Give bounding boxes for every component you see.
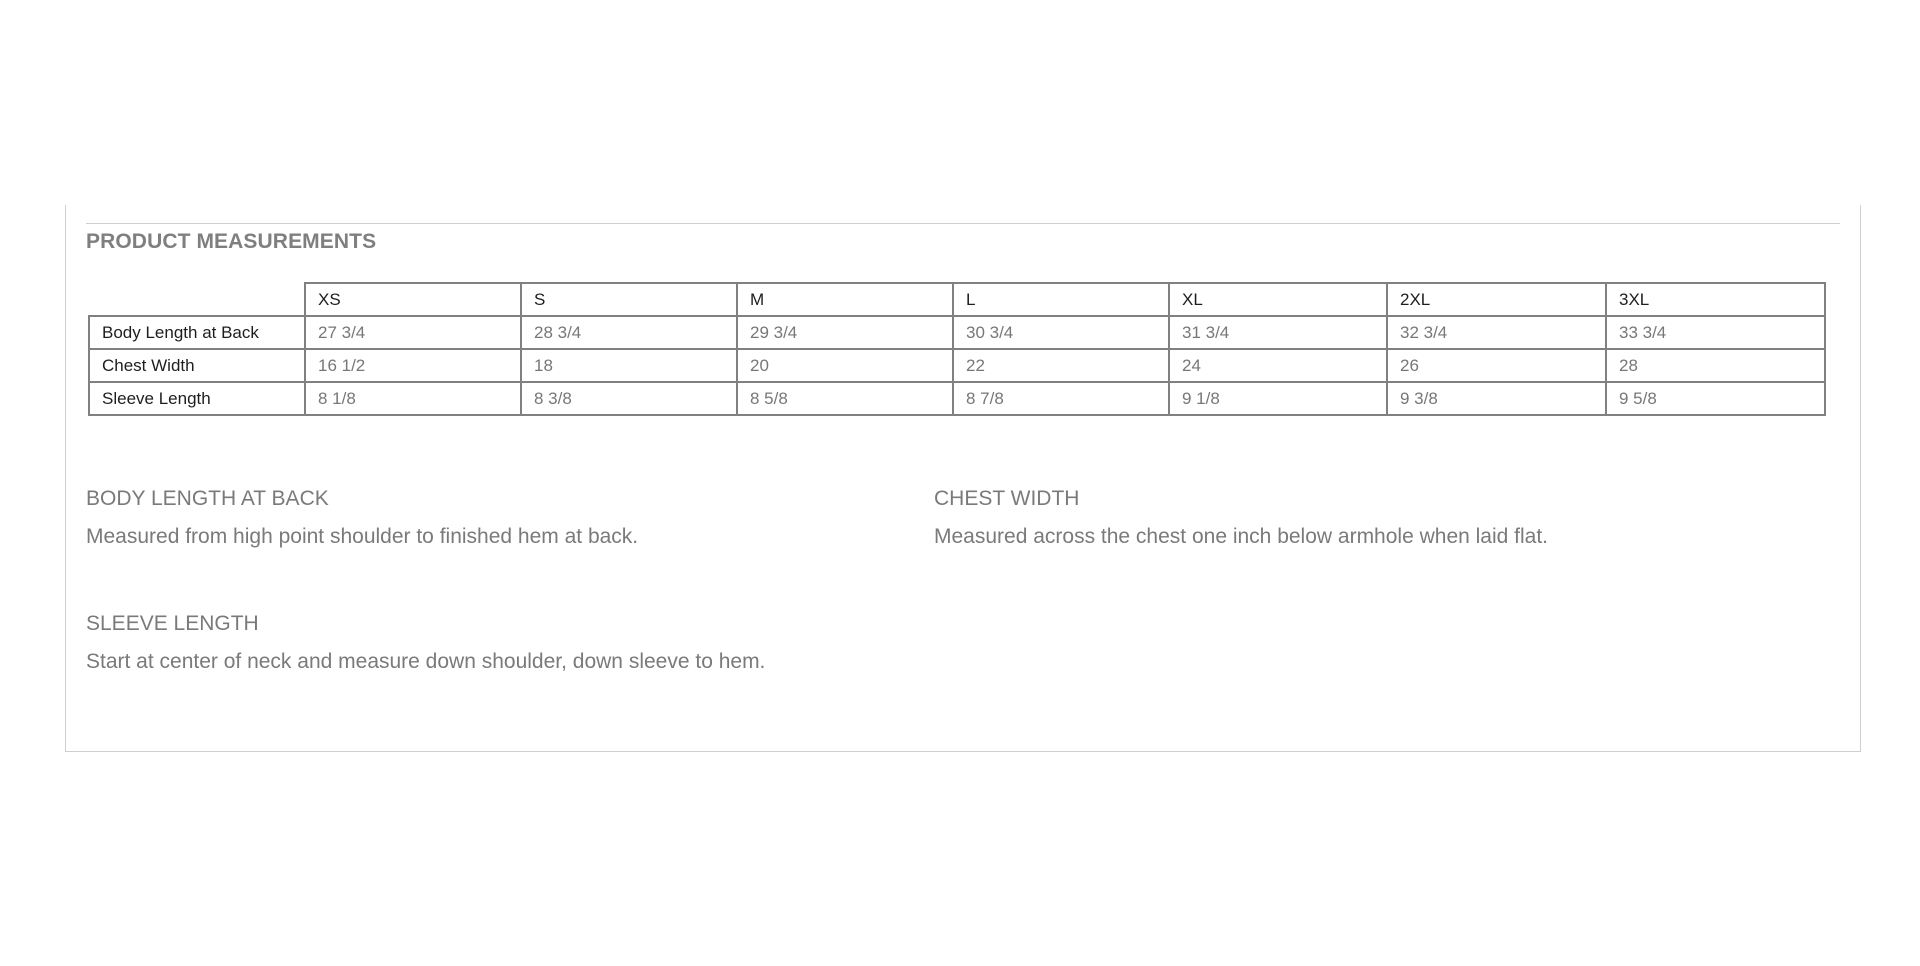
- table-cell: 27 3/4: [305, 316, 521, 349]
- size-header-3xl: 3XL: [1606, 283, 1825, 316]
- table-cell: 9 3/8: [1387, 382, 1606, 415]
- section-divider: [86, 223, 1840, 224]
- size-header-xl: XL: [1169, 283, 1387, 316]
- description-chest-width: [934, 487, 1548, 549]
- table-cell: 31 3/4: [1169, 316, 1387, 349]
- row-label: Chest Width: [89, 349, 305, 382]
- size-header-l: L: [953, 283, 1169, 316]
- size-header-row: [89, 283, 1825, 316]
- description-text: Measured from high point shoulder to finished hem at back.: [86, 525, 639, 548]
- table-cell: 8 3/8: [521, 382, 737, 415]
- table-cell: 20: [737, 349, 953, 382]
- description-title: SLEEVE LENGTH: [86, 612, 259, 635]
- description-text: Measured across the chest one inch below armhole when laid flat.: [934, 525, 1549, 548]
- size-header-m: M: [737, 283, 953, 316]
- table-cell: 8 5/8: [737, 382, 953, 415]
- product-measurements-panel: [65, 205, 1861, 752]
- table-cell: 24: [1169, 349, 1387, 382]
- row-label: Sleeve Length: [89, 382, 305, 415]
- table-row-chest-width: [89, 349, 1825, 382]
- section-title: PRODUCT MEASUREMENTS: [86, 230, 377, 253]
- description-body-length: [86, 487, 638, 549]
- description-title: BODY LENGTH AT BACK: [86, 487, 329, 510]
- table-cell: 29 3/4: [737, 316, 953, 349]
- table-cell: 30 3/4: [953, 316, 1169, 349]
- description-sleeve-length: [86, 612, 765, 674]
- table-cell: 22: [953, 349, 1169, 382]
- table-cell: 9 5/8: [1606, 382, 1825, 415]
- table-row-sleeve-length: [89, 382, 1825, 415]
- table-cell: 26: [1387, 349, 1606, 382]
- table-cell: 9 1/8: [1169, 382, 1387, 415]
- table-row-body-length: [89, 316, 1825, 349]
- table-cell: 32 3/4: [1387, 316, 1606, 349]
- table-cell: 28: [1606, 349, 1825, 382]
- table-cell: 28 3/4: [521, 316, 737, 349]
- description-text: Start at center of neck and measure down shoulder, down sleeve to hem.: [86, 650, 766, 673]
- table-cell: 16 1/2: [305, 349, 521, 382]
- table-cell: 33 3/4: [1606, 316, 1825, 349]
- measurements-table: [88, 282, 1826, 416]
- size-header-s: S: [521, 283, 737, 316]
- table-cell: 8 1/8: [305, 382, 521, 415]
- size-header-2xl: 2XL: [1387, 283, 1606, 316]
- table-cell: 18: [521, 349, 737, 382]
- description-title: CHEST WIDTH: [934, 487, 1080, 510]
- row-label: Body Length at Back: [89, 316, 305, 349]
- table-cell: 8 7/8: [953, 382, 1169, 415]
- header-corner: [89, 283, 305, 316]
- size-header-xs: XS: [305, 283, 521, 316]
